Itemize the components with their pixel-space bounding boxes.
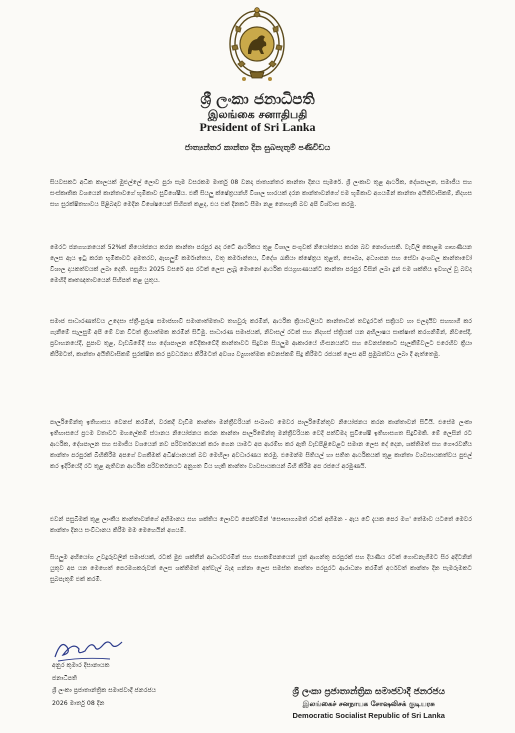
signatory-block [52,660,156,710]
signatory-country: ශ්‍රී ලංකා ප්‍රජාතාන්ත්‍රික සමාජවාදී ජනරජය [52,687,157,694]
letter-subject: ජාත්‍යන්තර කාන්තා දින සුබපැතුම් පණිවිඩය [184,143,331,152]
footer-republic-english: Democratic Socialist Republic of Sri Lanka [292,711,445,720]
president-title-english: President of Sri Lanka [199,120,316,134]
national-emblem-icon [226,6,288,84]
footer-republic-tamil: இலங்கைச் சனநாயக சோஷலிசக் குடியரசு [302,700,435,708]
president-title-sinhala: ශ්‍රී ලංකා ජනාධිපති [200,90,315,108]
president-title-tamil: இலங்கை சனாதிபதி [207,108,308,121]
footer-republic-sinhala: ශ්‍රී ලංකා ප්‍රජාතාන්ත්‍රික සමාජවාදී ජනරජය [292,687,445,697]
paragraph-1: සියවසකට අධික කාලයක් මුළුල්ලේ ලොව පුරා සෑම වසරකම මාර්තු 08 වනදා ජාත්‍යන්තර කාන්තා දිනය සැමරේ. ශ්‍රී ලංකාව තුළ ආර්ථික, දේශපාලන, සමාජීය සහ සංස්කෘතික වශයෙන් කාන්තාවගේ භූමිකාව සුවිශේෂීය. එකී සියලු ක්ෂේත්‍රයන්හි විශාල භාරයක් දරන කාන්තාවන්ගේ එම භූමිකාව අගයමින් කාන්තා අයිතිවාසිකම්, නිදහස සහ සුරක්ෂිතභාවය පිළිබඳව මෙදින විශේෂයෙන් සිහිපත් කළද, එය එක් දිනකට සීමා නළ නොහැකි බව අපි විශ්වාස කරමු. [50,179,472,208]
paragraph-4: පාර්ලිමේන්තු ඉතිහාසය වෙනස් කරමින්, වරකදී වැඩිම කාන්තා මන්ත්‍රීවරියන් සංඛ්‍යාව මෙවර පාර්ලිමේන්තුව නියෝජනය කරන කාන්තාවන් සිටියි. එසේම ලංකා ඉතිහාසයේ ප්‍රථම වතාවට මහලේකම් ස්ථානය නියෝජනය කරන කාන්තා පාර්ලිමේන්තු මන්ත්‍රීවරියක වෙදි පත්වීමද සුවිශේෂී ඉතිහාසගත සිදුවීමකි. මේ ලෙසින් රට ආර්ථික, දේශපාලන සහ සමාජීය වශයෙන් නව පරිවර්තනයක් කරා ගෙන යාමට අප ආරම්භ කර ඇති වැඩපිළිවෙළට සමාන ලෙස දේ දෙන, ශක්තිමත් සහ ගෞරවනීය කාන්තා පරපුරක් බිහිකිරීම අපගේ වගකීමක් අධිෂ්ඨානයක් බව මෙහිලා අවධාරණය කරමු. එමෙන්ම සිතියල් හා සතිත ආර්ථිකයක් තුළ කාන්තා ව්‍යවසායකත්වය පුළුල් කර ඉදිරියේදී රට තුළ ඇතිවන ආර්ථික පරිවර්තනයට අනුගත විය හැකි කාන්තා ව්‍යවසායකයන් බිහි කිරීම අප රජයේ අරමුණයි. [50,419,472,470]
paragraph-3: සමාජ සාධාරණත්වය උදෙසා ස්ත්‍රී-පුරුෂ සමාජභාවී සමානාත්මතාව තහවුරු කරමින්, ආර්ථික ක්‍රියාවලියට කාන්තාවන් තවදුරටත් සක්‍රියව හා එලදායීව සහභාගී කර ගැනීමේ සැලසුම් අපි මේ වන විටත් ක්‍රියාත්මක කරමින් සිටිමු. සාධාරණ සමාජයක්, නිවාසල් රටක් සහ නිදහස් ස්ත්‍රියක් යන අභිලාෂය සාක්ෂාත් කරගනිමින්, නිවසේදී, ප්‍රවාහනයේදී, පුපාව තුළ, වැඩබිමේදී සහ දේශපාලන වේදිකාවේදී කාන්තාවට සිදුවන සියලුම ආකාරයේ හිංසනයන්ට සහ වෙනස්කොට සැලකීම්වලට එරෙහිව ක්‍රියා කිරීමටත්, කාන්තා අයිතිවාසිකම් සුරක්ෂිත කර ප්‍රවර්ධනය කිරීමටත් අවශ්‍ය ව්‍යුහාත්මක වෙනස්කම් සිදු කිරීමට රජයක් ලෙස අපි ප්‍රමුඛත්වය ලබා දී ඇත්තෙමු. [50,318,472,358]
paragraph-5: එවන් පසුබිමක් තුළ ලාංකීය කාන්තාවන්ගේ අභිමානය සහ ශක්තිය ලොවට පෙන්වමින් 'සෞභාග්‍යමත් රටක් අභිමන - ඇය වේ දැයක පෙර මග' තේමාව යටතේ මෙවර කාන්තා දිනය සංවිධානය කිරීම මම මෙහෙයින් අගයමි. [50,516,472,534]
paragraph-6: සියලුම අභියෝග උවදුරුවලින් සමාජයක්, රටක් මුළු ශක්තීන් ආධාරවරමින් සහ සහකම්පනයෙන් යුත් ආගන්තු පරපුරක් සහ දියණිය රටක් ගොඩනැගීමට සිර අදිටනින් යුතුව අප යන මෙහෙත් පෙරමගකරුවන් ලෙස ශක්තිමත් අත්වැල් බැඳ ගන්නා ලෙස සමස්ත කාන්තා පරපුරට ආරාධනා කරමින් අර්ථවත් කාන්තා දින සැමරුමකට සුබපැතුම් එක් කරමි. [50,554,472,583]
letter-date: 2026 මාර්තු 08 දින [52,699,105,707]
footer-republic [292,686,445,721]
paragraph-2: මෙරට ජනගහනයෙන් 52%ක් නියෝජනය කරන කාන්තා පරපුර අද රටේ ආර්ථිකය තුළ විශාල පංගුවක් නියෝජනය කරන බව නොරහසකි. වැවිලි කොළඹ ගෘහණියන ලෙස ඇය ඉටු කරන භූමිකාවට අමතරව, ඇඟලුම් කර්මාන්තය, වතු කර්මාන්තය, විදේශ රැකියා ක්ෂේත්‍රය තුළත්, සෞඛ්‍ය, අධ්‍යාපන සහ සේවා අංශවල කාන්තාවෝ විශාල දායකත්වයක් ලබා දෙති. පසුගිය 2025 වසරේ අප රටක් ලෙස ලැබූ මොනෝ ආර්ථික ජයග්‍රහණයන්ට කාන්තා පරපුර විසින් ලබා දුන් එම ශක්තිය ඉවහල් වූ බවද මෙහිදී කෘතඥතාවයෙන් සිහිපත් කළ යුතුය. [50,244,472,284]
signatory-name: අනුර කුමාර දිසානායක [52,662,110,669]
signatory-role: ජනාධිපති [52,674,78,682]
